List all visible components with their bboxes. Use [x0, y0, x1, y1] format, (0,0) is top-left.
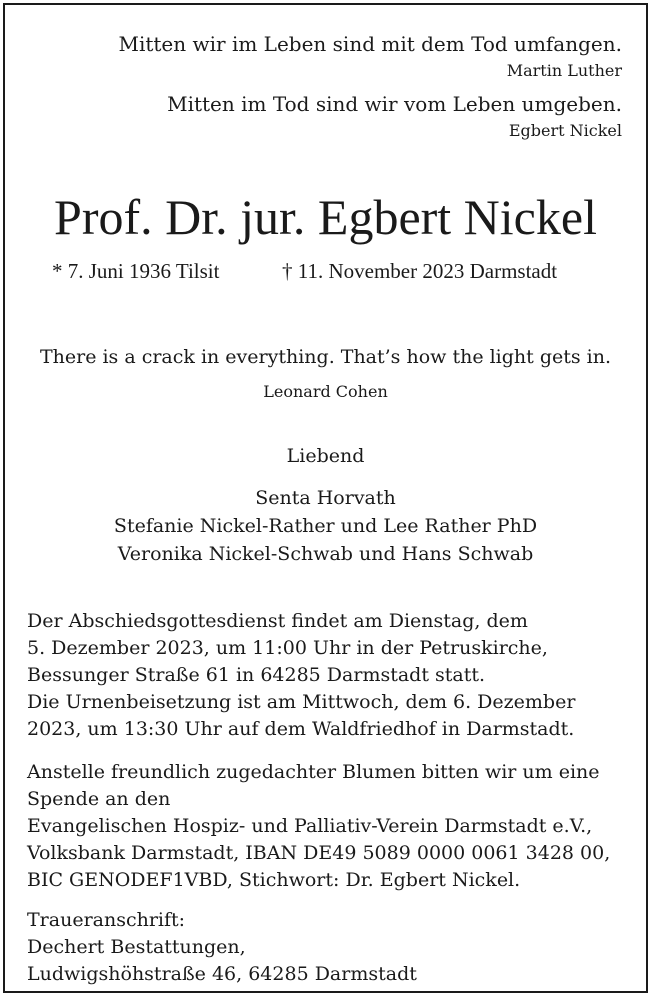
address-line: Traueranschrift:	[27, 909, 186, 931]
service-line: 5. Dezember 2023, um 11:00 Uhr in der Petruskirche,	[27, 637, 548, 659]
obituary-card	[3, 3, 648, 993]
family-heading: Liebend	[286, 445, 365, 467]
donation-line: Spende an den	[27, 788, 171, 810]
death-info: † 11. November 2023 Darmstadt	[282, 259, 558, 283]
quote-luther-text: Mitten wir im Leben sind mit dem Tod umfangen.	[118, 32, 622, 56]
deceased-name: Prof. Dr. jur. Egbert Nickel	[54, 189, 597, 245]
address-line: Dechert Bestattungen,	[27, 936, 246, 958]
family-member: Veronika Nickel-Schwab und Hans Schwab	[117, 543, 534, 565]
family-member: Senta Horvath	[255, 487, 396, 509]
donation-line: Evangelischen Hospiz- und Palliativ-Verein Darmstadt e.V.,	[27, 815, 593, 837]
address-line: Ludwigshöhstraße 46, 64285 Darmstadt	[27, 963, 417, 985]
family-member: Stefanie Nickel-Rather und Lee Rather PhD	[113, 515, 538, 537]
service-line: 2023, um 13:30 Uhr auf dem Waldfriedhof in Darmstadt.	[27, 718, 575, 740]
donation-line: Anstelle freundlich zugedachter Blumen bitten wir um eine	[27, 761, 600, 783]
donation-line: BIC GENODEF1VBD, Stichwort: Dr. Egbert Nickel.	[27, 869, 521, 891]
quote-nickel-author: Egbert Nickel	[508, 121, 622, 140]
cohen-quote-author: Leonard Cohen	[263, 382, 388, 401]
service-line: Die Urnenbeisetzung ist am Mittwoch, dem 6. Dezember	[27, 691, 576, 713]
service-line: Bessunger Straße 61 in 64285 Darmstadt statt.	[27, 664, 486, 686]
quote-luther-author: Martin Luther	[506, 61, 622, 80]
birth-info: * 7. Juni 1936 Tilsit	[52, 259, 220, 283]
cohen-quote-text: There is a crack in everything. That’s how the light gets in.	[39, 346, 612, 368]
service-line: Der Abschiedsgottesdienst findet am Dienstag, dem	[27, 610, 528, 632]
quote-nickel-text: Mitten im Tod sind wir vom Leben umgeben.	[167, 92, 622, 116]
donation-line: Volksbank Darmstadt, IBAN DE49 5089 0000 0061 3428 00,	[27, 842, 611, 864]
